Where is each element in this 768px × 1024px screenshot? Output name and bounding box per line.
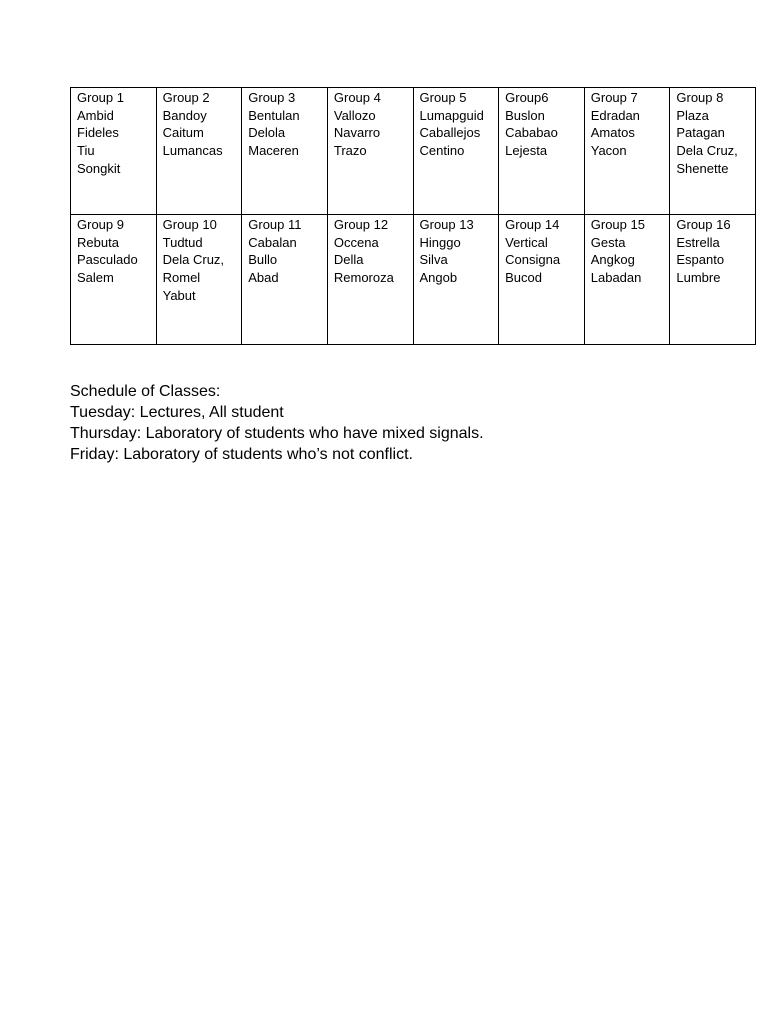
member-name: Delola	[248, 125, 286, 141]
group-cell	[670, 215, 756, 345]
member-name: Caitum	[162, 125, 204, 141]
group-label: Group 8	[676, 90, 724, 105]
member-name: Bentulan	[248, 107, 300, 123]
group-label: Group 12	[333, 217, 389, 232]
member-name: Lejesta	[505, 143, 548, 159]
group-cell	[584, 215, 670, 345]
group-label: Group 7	[590, 90, 638, 105]
member-name: Navarro	[333, 125, 381, 141]
group-cell	[413, 88, 499, 215]
member-name: Silva	[419, 252, 448, 268]
group-cell	[413, 215, 499, 345]
member-name: Pasculado	[77, 252, 138, 268]
member-name: Buslon	[505, 107, 545, 123]
member-name: Estrella	[676, 234, 720, 250]
schedule-heading: Schedule of Classes:	[70, 383, 221, 400]
member-name: Shenette	[676, 160, 729, 176]
group-cell	[670, 88, 756, 215]
member-name: Yacon	[590, 143, 627, 159]
group-cell	[71, 215, 157, 345]
group-label: Group 9	[77, 217, 124, 232]
table-row	[71, 88, 756, 215]
schedule-line-tuesday: Tuesday: Lectures, All student	[70, 404, 284, 421]
member-name: Bucod	[505, 270, 542, 286]
member-name: Remoroza	[333, 270, 394, 286]
group-cell	[242, 215, 328, 345]
group-label: Group 10	[162, 217, 217, 232]
group-cell	[242, 88, 328, 215]
group-cell	[71, 88, 157, 215]
group-label: Group 14	[505, 217, 560, 232]
group-label: Group 13	[419, 217, 474, 232]
member-name: Ambid	[77, 107, 114, 123]
group-label: Group 16	[676, 217, 731, 232]
member-name: Amatos	[590, 125, 635, 141]
member-name: Angob	[419, 270, 458, 286]
member-name: Angkog	[590, 252, 635, 268]
member-name: Cababao	[505, 125, 558, 141]
member-name: Tiu	[77, 143, 95, 159]
member-name: Bullo	[248, 252, 278, 268]
group-roster-table	[70, 87, 756, 345]
member-name: Della	[333, 252, 364, 268]
member-name: Lumapguid	[419, 107, 484, 123]
member-name: Lumbre	[676, 270, 721, 286]
group-label: Group 3	[248, 90, 296, 105]
member-name: Trazo	[333, 143, 367, 159]
member-name: Vertical	[505, 234, 548, 250]
member-name: Fideles	[77, 125, 119, 141]
group-cell	[499, 215, 585, 345]
group-label: Group 4	[333, 90, 381, 105]
member-name: Dela Cruz,	[162, 252, 225, 268]
group-label: Group 15	[590, 217, 645, 232]
member-name: Dela Cruz,	[676, 143, 738, 159]
group-cell	[327, 215, 413, 345]
group-label: Group 11	[248, 217, 302, 232]
member-name: Espanto	[676, 252, 725, 268]
member-name: Edradan	[590, 107, 640, 123]
member-name: Patagan	[676, 125, 725, 141]
group-label: Group6	[505, 90, 549, 105]
member-name: Romel	[162, 270, 201, 286]
member-name: Bandoy	[162, 107, 207, 123]
group-label: Group 1	[77, 90, 124, 105]
group-label: Group 5	[419, 90, 467, 105]
member-name: Labadan	[590, 270, 642, 286]
member-name: Gesta	[590, 234, 626, 250]
group-cell	[156, 88, 242, 215]
member-name: Consigna	[505, 252, 561, 268]
member-name: Centino	[419, 143, 465, 159]
member-name: Cabalan	[248, 234, 297, 250]
group-cell	[156, 215, 242, 345]
member-name: Occena	[333, 234, 379, 250]
schedule-section	[70, 381, 484, 465]
group-cell	[499, 88, 585, 215]
member-name: Vallozo	[333, 107, 376, 123]
member-name: Abad	[248, 270, 279, 286]
member-name: Salem	[77, 270, 114, 286]
schedule-line-friday: Friday: Laboratory of students who’s not conflict.	[70, 446, 413, 463]
member-name: Lumancas	[162, 143, 223, 159]
member-name: Maceren	[248, 143, 299, 159]
group-cell	[584, 88, 670, 215]
member-name: Hinggo	[419, 234, 461, 250]
member-name: Songkit	[77, 160, 121, 176]
member-name: Tudtud	[162, 234, 203, 250]
member-name: Plaza	[676, 107, 709, 123]
group-cell	[327, 88, 413, 215]
member-name: Caballejos	[419, 125, 481, 141]
table-row	[71, 215, 756, 345]
member-name: Yabut	[162, 287, 196, 303]
member-name: Rebuta	[77, 234, 119, 250]
group-label: Group 2	[162, 90, 210, 105]
schedule-line-thursday: Thursday: Laboratory of students who have mixed signals.	[70, 425, 484, 442]
